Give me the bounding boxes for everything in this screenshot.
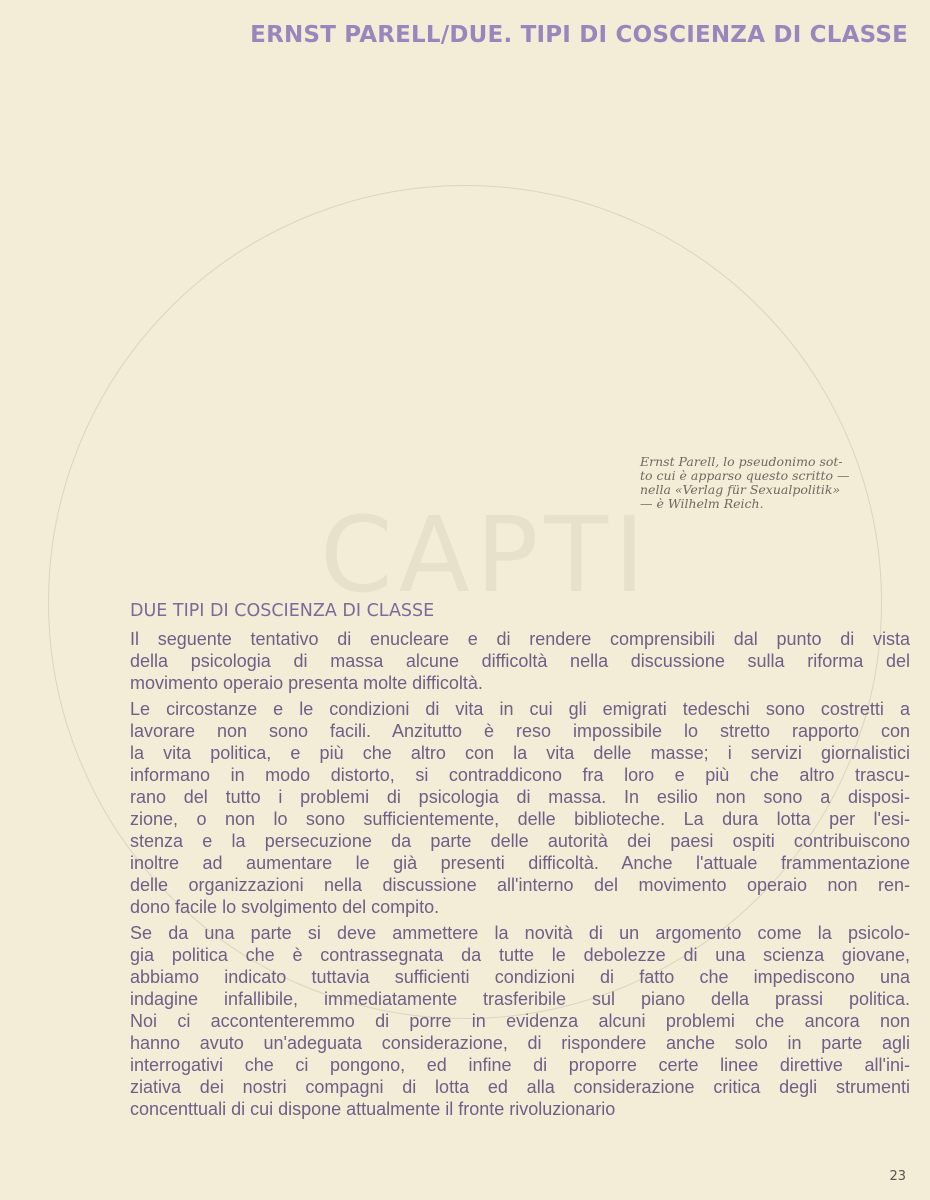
side-note-line: nella «Verlag für Sexualpolitik»: [640, 482, 841, 497]
running-header: ERNST PARELL/DUE. TIPI DI COSCIENZA DI CLASSE: [250, 22, 908, 48]
text-line: dono facile lo svolgimento del compito.: [130, 897, 440, 917]
text-line: Noi ci accontenteremmo di porre in evidenza alcuni problemi che ancora non: [130, 1011, 910, 1031]
text-line: lavorare non sono facili. Anzitutto è reso impossibile lo stretto rapporto con: [130, 721, 910, 741]
text-line: zione, o non lo sono sufficientemente, delle biblioteche. La dura lotta per l'esi-: [130, 809, 910, 829]
article-body: [130, 600, 910, 1124]
text-line: inoltre ad aumentare le già presenti difficoltà. Anche l'attuale frammentazione: [130, 853, 910, 873]
text-line: Il seguente tentativo di enucleare e di rendere comprensibili dal punto di vista: [130, 629, 910, 649]
text-line: interrogativi che ci pongono, ed infine di proporre certe linee direttive all'ini-: [130, 1055, 910, 1075]
side-note: [640, 455, 900, 511]
side-note-line: — è Wilhelm Reich.: [640, 496, 764, 511]
paragraph: [130, 698, 910, 918]
text-line: Se da una parte si deve ammettere la novità di un argomento come la psicolo-: [130, 923, 910, 943]
text-line: rano del tutto i problemi di psicologia di massa. In esilio non sono a disposi-: [130, 787, 910, 807]
page-number: 23: [889, 1169, 906, 1184]
text-line: informano in modo distorto, si contraddicono fra loro e più che altro trascu-: [130, 765, 910, 785]
paragraph: [130, 628, 910, 694]
text-line: hanno avuto un'adeguata considerazione, di rispondere anche solo in parte agli: [130, 1033, 910, 1053]
text-line: Le circostanze e le condizioni di vita in cui gli emigrati tedeschi sono costretti a: [130, 699, 910, 719]
section-title: DUE TIPI DI COSCIENZA DI CLASSE: [130, 601, 435, 621]
text-line: concenttuali di cui dispone attualmente il fronte rivoluzionario: [130, 1099, 616, 1119]
text-line: la vita politica, e più che altro con la vita delle masse; i servizi giornalistici: [130, 743, 910, 763]
text-line: indagine infallibile, immediatamente trasferibile sul piano della prassi politica.: [130, 989, 910, 1009]
side-note-line: to cui è apparso questo scritto —: [640, 468, 850, 483]
text-line: gia politica che è contrassegnata da tutte le debolezze di una scienza giovane,: [130, 945, 910, 965]
text-line: delle organizzazioni nella discussione all'interno del movimento operaio non ren-: [130, 875, 910, 895]
text-line: stenza e la persecuzione da parte delle autorità dei paesi ospiti contribuiscono: [130, 831, 910, 851]
paragraph: [130, 922, 910, 1120]
watermark-text: CAPTI: [320, 494, 651, 616]
text-line: della psicologia di massa alcune difficoltà nella discussione sulla riforma del: [130, 651, 910, 671]
text-line: movimento operaio presenta molte difficoltà.: [130, 673, 483, 693]
text-line: ziativa dei nostri compagni di lotta ed alla considerazione critica degli strumenti: [130, 1077, 910, 1097]
side-note-line: Ernst Parell, lo pseudonimo sot-: [640, 454, 843, 469]
text-line: abbiamo indicato tuttavia sufficienti condizioni di fatto che impediscono una: [130, 967, 910, 987]
